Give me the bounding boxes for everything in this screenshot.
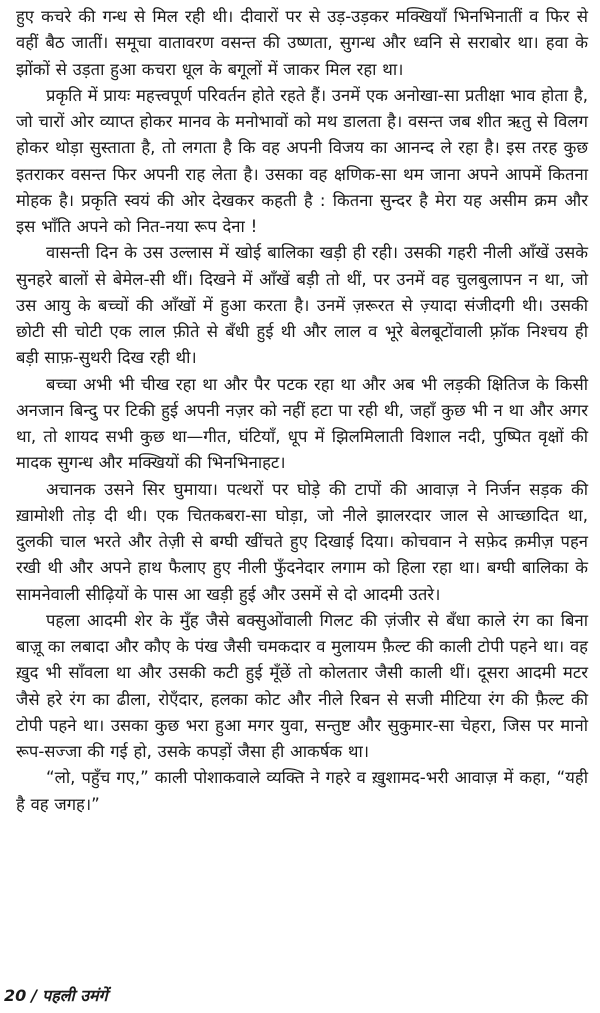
paragraph-nature: प्रकृति में प्रायः महत्त्वपूर्ण परिवर्तन होते रहते हैं। उनमें एक अनोखा-सा प्रतीक्षा भाव होता है, जो चारों ओर व्याप्त होकर मानव के मनोभावों को मथ डालता है। वसन्त जब शीत ऋतु से विलग होकर थोड़ा सुस्ताता है, तो लगता है कि वह अपनी विजय का आनन्द ले रहा है। इस तरह कुछ इतराकर वसन्त फिर अपनी राह लेता है। उसका वह क्षणिक-सा थम जाना अपने आपमें कितना मोहक है। प्रकृति स्वयं की ओर देखकर कहती है : कितना सुन्दर है मेरा यह असीम क्रम और इस भाँति अपने को नित-नया रूप देना ! (16, 85, 588, 236)
paragraph-girl-description: वासन्ती दिन के उस उल्लास में खोई बालिका खड़ी ही रही। उसकी गहरी नीली आँखें उसके सुनहरे बालों से बेमेल-सी थीं। दिखने में आँखें बड़ी तो थीं, पर उनमें वह चुलबुलापन न था, जो उस आयु के बच्चों की आँखों में हुआ करता है। उनमें ज़रूरत से ज़्यादा संजीदगी थी। उसकी छोटी सी चोटी एक लाल फ़ीते से बँधी हुई थी और लाल व भूरे बेलबूटोंवाली फ़्रॉक निश्चय ही बड़ी साफ़-सुथरी दिख रही थी। (16, 243, 588, 368)
page-body-text (16, 4, 588, 818)
footer-separator: / (31, 986, 38, 1005)
paragraph-two-men: पहला आदमी शेर के मुँह जैसे बक्सुओंवाली गिलट की ज़ंजीर से बँधा काले रंग का बिना बाज़ू का लबादा और कौए के पंख जैसी चमकदार व मुलायम फ़ैल्ट की काली टोपी पहने था। वह ख़ुद भी साँवला था और उसकी कटी हुई मूँछें तो कोलतार जैसी काली थीं। दूसरा आदमी मटर जैसे हरे रंग का ढीला, रोएँदार, हलका कोट और नीले रिबन से सजी मीटिया रंग की फ़ैल्ट की टोपी पहने था। उसका कुछ भरा हुआ मगर युवा, सन्तुष्ट और सुकुमार-सा चेहरा, जिस पर मानो रूप-सज्जा की गई हो, उसके कपड़ों जैसा ही आकर्षक था। (16, 610, 588, 761)
paragraph-dialogue: “लो, पहुँच गए,” काली पोशाकवाले व्यक्ति ने गहरे व ख़ुशामद-भरी आवाज़ में कहा, “यही है वह जगह।” (16, 768, 588, 814)
page-number: 20 (4, 986, 27, 1005)
paragraph-continued: हुए कचरे की गन्ध से मिल रही थी। दीवारों पर से उड़-उड़कर मक्खियाँ भिनभिनातीं व फिर से वहीं बैठ जातीं। समूचा वातावरण वसन्त की उष्णता, सुगन्ध और ध्वनि से सराबोर था। हवा के झोंकों से उड़ता हुआ कचरा धूल के बगूलों में जाकर मिल रहा था। (16, 7, 588, 79)
book-title: पहली उमंगें (42, 986, 108, 1005)
page-footer (4, 984, 108, 1006)
paragraph-carriage-arrives: अचानक उसने सिर घुमाया। पत्थरों पर घोड़े की टापों की आवाज़ ने निर्जन सड़क की ख़ामोशी तोड़ दी थी। एक चितकबरा-सा घोड़ा, जो नीले झालरदार जाल से आच्छादित था, दुलकी चाल भरते और तेज़ी से बग्घी खींचते हुए दिखाई दिया। कोचवान ने सफ़ेद क़मीज़ पहन रखी थी और अपने हाथ फैलाए हुए नीली फुँदनेदार लगाम को हिला रहा था। बग्घी बालिका के सामनेवाली सीढ़ियों के पास आ खड़ी हुई और उसमें से दो आदमी उतरे। (16, 479, 588, 604)
paragraph-child-crying: बच्चा अभी भी चीख रहा था और पैर पटक रहा था और अब भी लड़की क्षितिज के किसी अनजान बिन्दु पर टिकी हुई अपनी नज़र को नहीं हटा पा रही थी, जहाँ कुछ भी न था और अगर था, तो शायद सभी कुछ था—गीत, घंटियाँ, धूप में झिलमिलाती विशाल नदी, पुष्पित वृक्षों की मादक सुगन्ध और मक्खियों की भिनभिनाहट। (16, 374, 588, 473)
